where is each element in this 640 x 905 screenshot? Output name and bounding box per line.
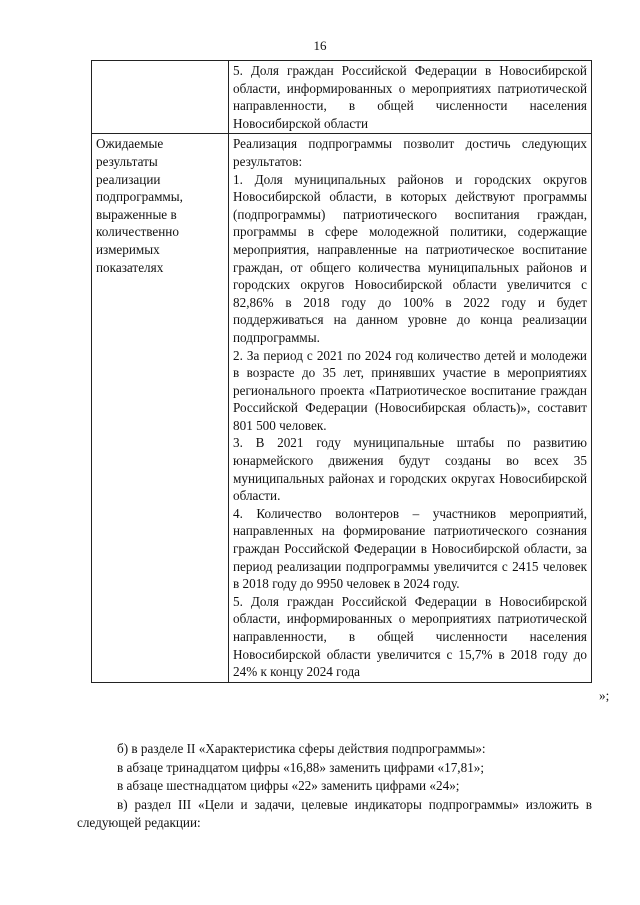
results-cell — [229, 134, 592, 682]
row-label: Ожидаемые результаты реализации подпрограммы, выраженные в количественно измеримых показателях — [96, 136, 183, 275]
amendment-paragraph: в абзаце шестнадцатом цифры «22» заменить цифрами «24»; — [117, 778, 460, 793]
indicator-cell — [229, 61, 592, 134]
amendments-text — [77, 740, 592, 833]
results-table — [91, 60, 592, 683]
result-item: 5. Доля граждан Российской Федерации в Новосибирской области, информированных о мероприятиях патриотической направленности, в общей численности населения Новосибирской области увеличится с 15,7% в 2018 году до 24% к концу 2024 года — [233, 593, 587, 680]
result-item: 3. В 2021 году муниципальные штабы по развитию юнармейского движения будут созданы во всех 35 муниципальных районах и городских округах Новосибирской области. — [233, 435, 587, 504]
indicator-text: 5. Доля граждан Российской Федерации в Новосибирской области, информированных о мероприятиях патриотической направленности, в общей численности населения Новосибирской области — [233, 63, 587, 131]
amendment-paragraph: б) в разделе II «Характеристика сферы действия подпрограммы»: — [117, 741, 486, 756]
table-row — [92, 61, 592, 134]
table-row — [92, 134, 592, 682]
closing-quote-mark: »; — [599, 688, 610, 703]
result-item: 4. Количество волонтеров – участников мероприятий, направленных на формирование патриотического сознания граждан Российской Федерации в Новосибирской области, за период реализации подпрограммы увеличится с 2415 человек в 2018 году до 9950 человек в 2024 году. — [233, 505, 587, 592]
empty-label-cell — [92, 61, 229, 134]
row-label-cell — [92, 134, 229, 682]
result-item: 2. За период с 2021 по 2024 год количество детей и молодежи в возрасте до 35 лет, принявших участие в мероприятиях регионального проекта «Патриотическое воспитание граждан Российской Федерации (Новосибирская область)», составит 801 500 человек. — [233, 347, 587, 433]
page-number: 16 — [313, 38, 327, 53]
result-item: 1. Доля муниципальных районов и городских округов Новосибирской области, в которых действуют программы (подпрограммы) патриотического воспитания граждан, программы в сфере молодежной политики, содержащие мероприятия, направленные на патриотическое воспитание граждан, от общего количества муниципальных районов и городских округов Новосибирской области увеличится с 82,86% в 2018 году до 100% в 2022 году и будет поддерживаться на данном уровне до конца реализации подпрограммы. — [233, 171, 587, 345]
results-intro: Реализация подпрограммы позволит достичь следующих результатов: — [233, 136, 587, 169]
amendment-paragraph: в абзаце тринадцатом цифры «16,88» заменить цифрами «17,81»; — [117, 759, 485, 775]
amendment-paragraph: в) раздел III «Цели и задачи, целевые индикаторы подпрограммы» изложить в следующей редакции: — [77, 796, 592, 830]
